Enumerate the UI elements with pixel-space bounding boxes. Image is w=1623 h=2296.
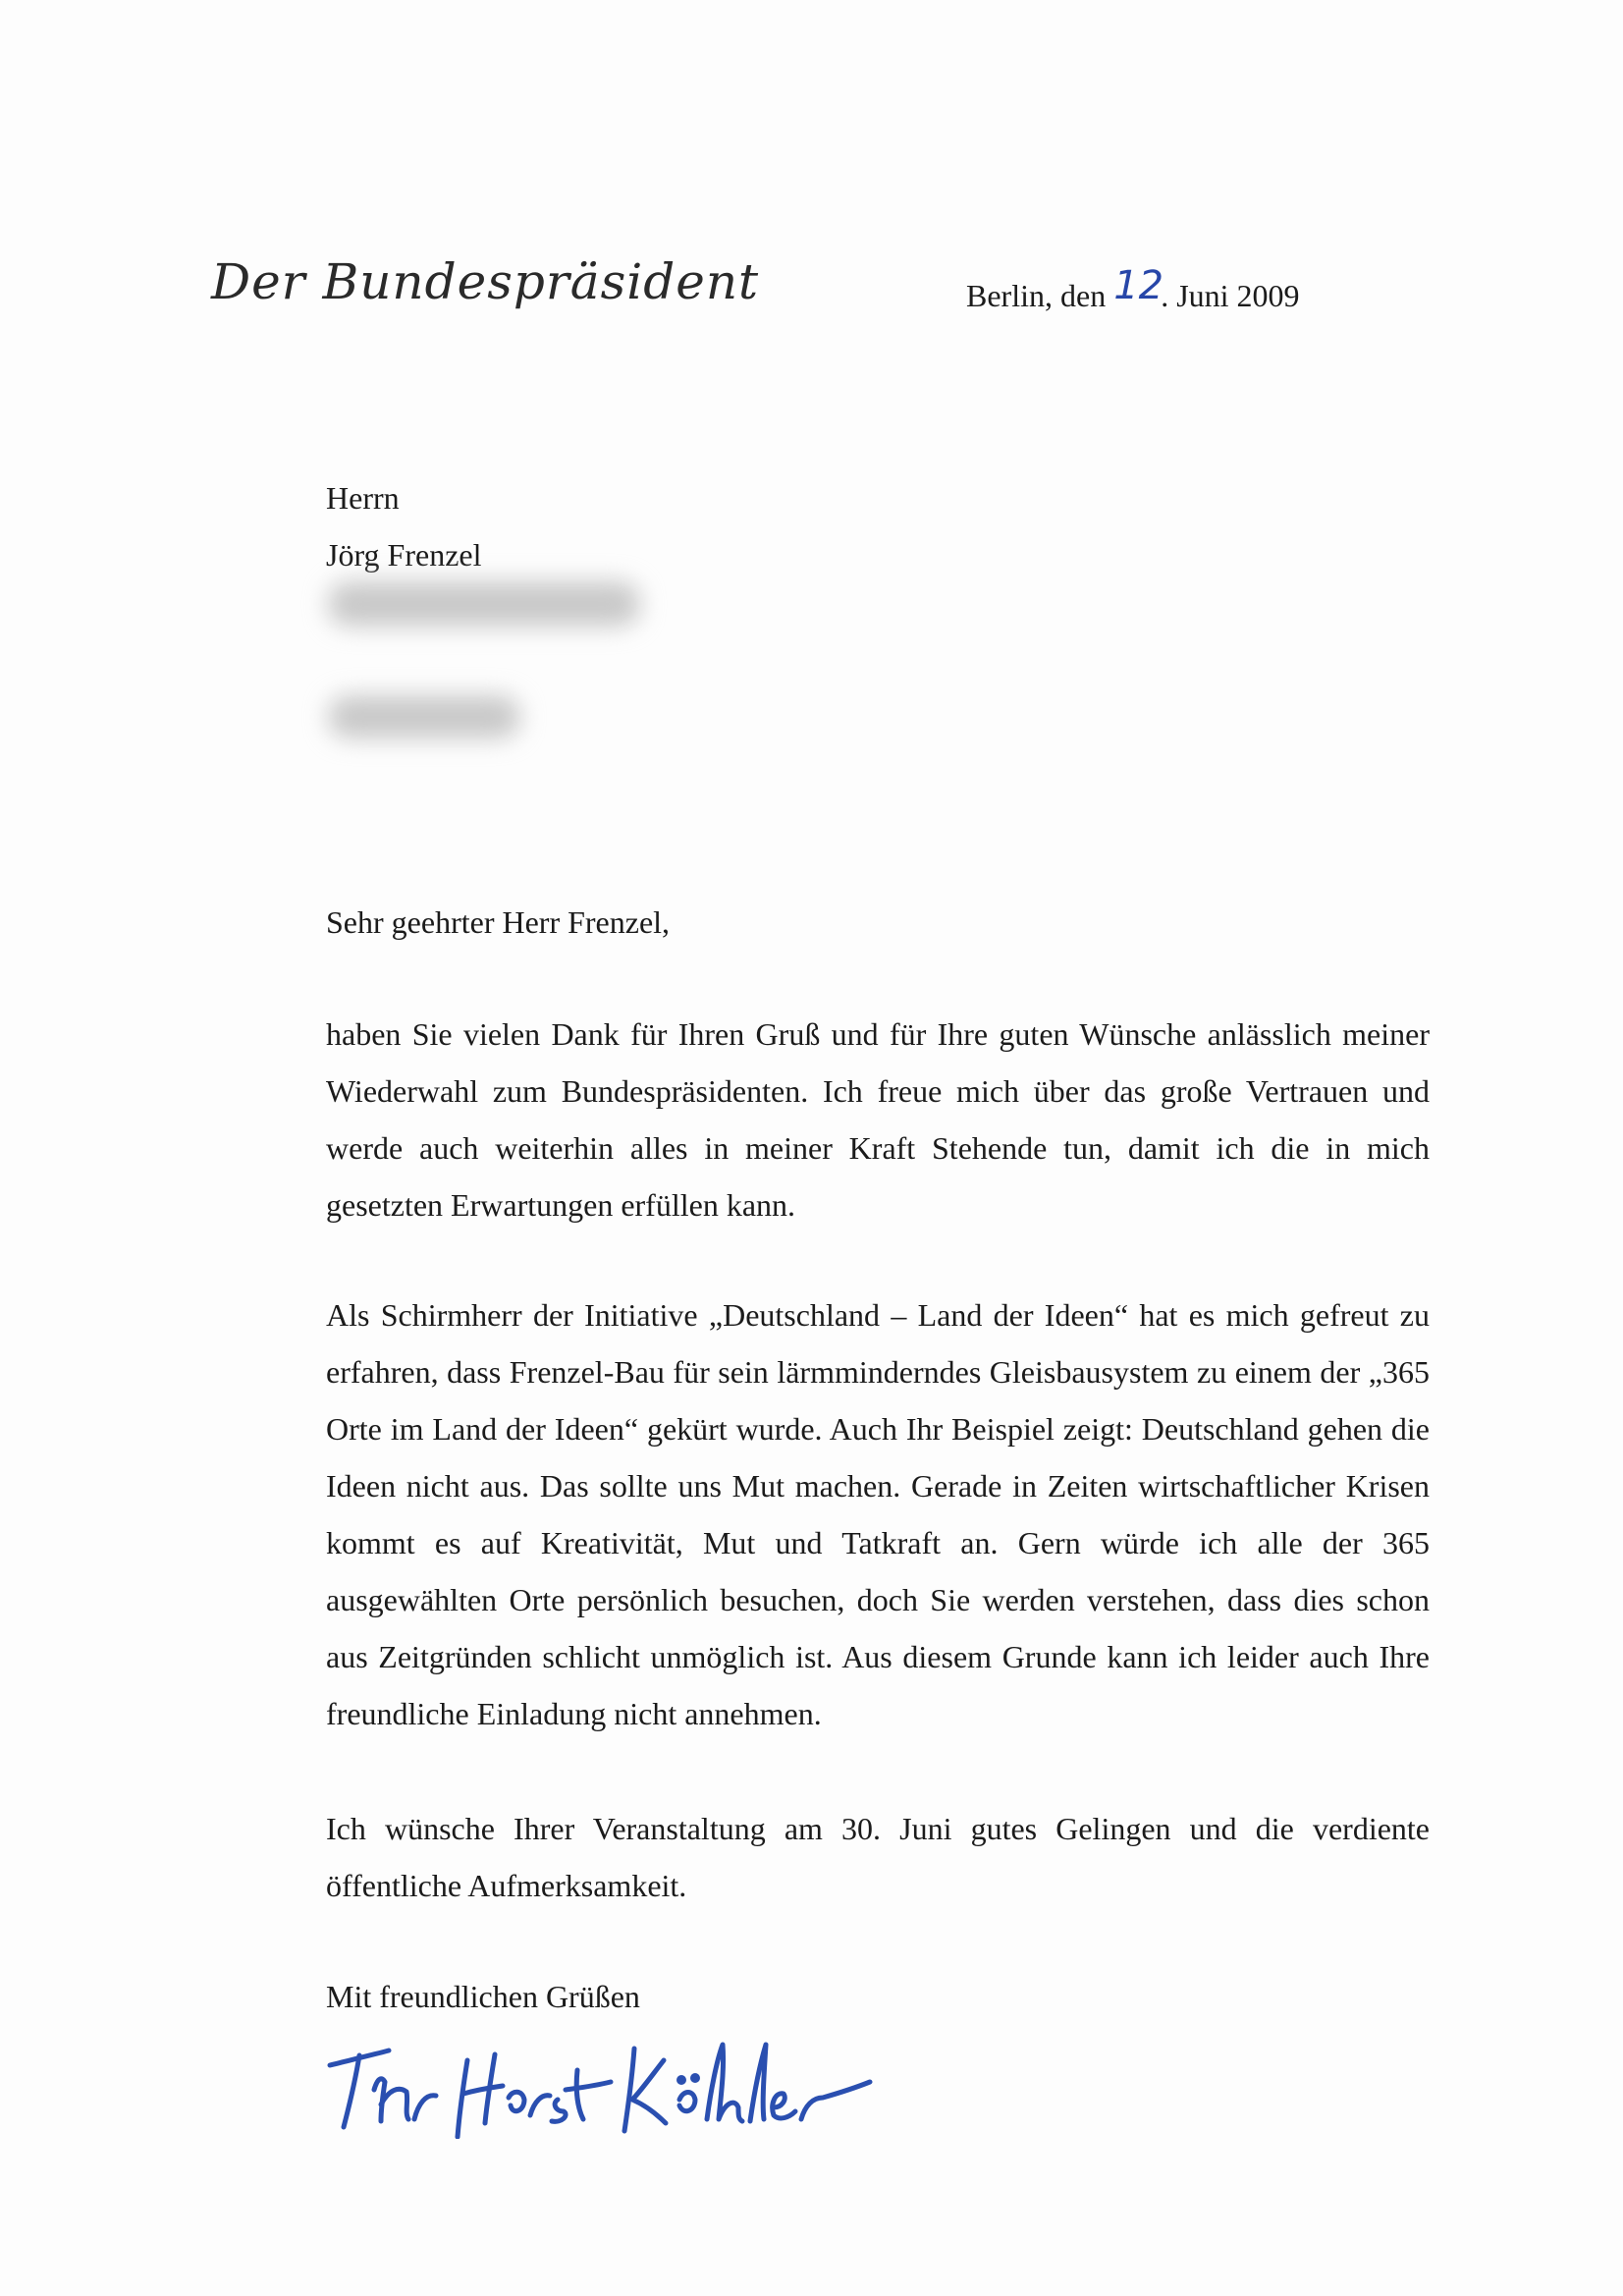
letter-salutation: Sehr geehrter Herr Frenzel,	[326, 904, 671, 940]
letter-closing: Mit freundlichen Grüßen	[326, 1979, 640, 2014]
address-salutation-line: Herrn	[326, 480, 400, 516]
paragraph-3: Ich wünsche Ihrer Veranstaltung am 30. Juni gutes Gelingen und die verdiente öffentliche Aufmerksamkeit.	[326, 1811, 1430, 1903]
redacted-street-address	[328, 581, 640, 627]
letterhead: Der Bundespräsident	[211, 253, 760, 310]
redacted-city-postcode	[328, 695, 520, 738]
address-name: Jörg Frenzel	[326, 537, 482, 573]
dateline-suffix: . Juni 2009	[1161, 278, 1300, 313]
dateline-prefix: Berlin, den	[966, 278, 1107, 313]
recipient-address	[326, 469, 481, 583]
paragraph-1: haben Sie vielen Dank für Ihren Gruß und für Ihre guten Wünsche anlässlich meiner Wiederwahl zum Bundespräsidenten. Ich freue mich über das große Vertrauen und werde auch weiterhin alles in meiner Kraft Stehende tun, damit ich die in mich gesetzten Erwartungen erfüllen kann.	[326, 1016, 1430, 1223]
dateline	[966, 263, 1300, 316]
handwritten-signature-icon	[320, 2021, 880, 2139]
dateline-day-handwritten: 12	[1113, 263, 1164, 308]
paragraph-2: Als Schirmherr der Initiative „Deutschland – Land der Ideen“ hat es mich gefreut zu erfahren, dass Frenzel-Bau für sein lärmminderndes Gleisbausystem zu einem der „365 Orte im Land der Ideen“ gekürt wurde. Auch Ihr Beispiel zeigt: Deutschland gehen die Ideen nicht aus. Das sollte uns Mut machen. Gerade in Zeiten wirtschaftlicher Krisen kommt es auf Kreativität, Mut und Tatkraft an. Gern würde ich alle der 365 ausgewählten Orte persönlich besuchen, doch Sie werden verstehen, dass dies schon aus Zeitgründen schlicht unmöglich ist. Aus diesem Grunde kann ich leider auch Ihre freundliche Einladung nicht annehmen.	[326, 1297, 1430, 1731]
